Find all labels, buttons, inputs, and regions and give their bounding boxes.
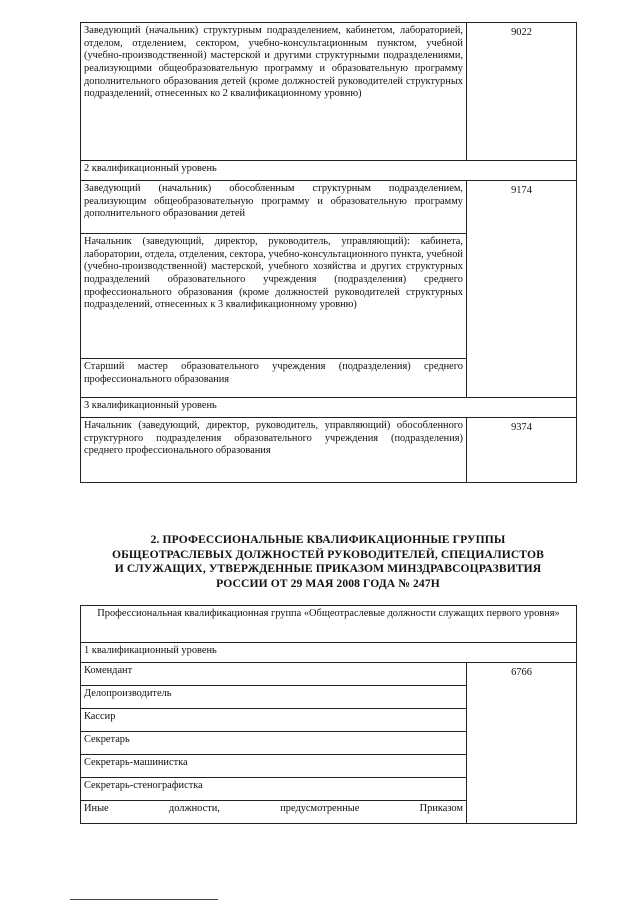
section-heading-line: 2. ПРОФЕССИОНАЛЬНЫЕ КВАЛИФИКАЦИОННЫЕ ГРУППЫ — [150, 533, 506, 546]
table-row — [81, 418, 577, 483]
position-name: Секретарь — [81, 732, 467, 755]
position-description: Начальник (заведующий, директор, руководитель, управляющий) обособленного структурного подразделения образовательного учреждения (подразделения) среднего профессионального образования — [81, 418, 467, 483]
position-name: Делопроизводитель — [81, 686, 467, 709]
qualification-level-row — [81, 161, 577, 181]
table-row — [81, 23, 577, 161]
position-description: Начальник (заведующий, директор, руководитель, управляющий): кабинета, лаборатории, отдела, отделения, сектора, учебно-консультационного пункта, учебной (учебно-производственной) мастерской, учебного хозяйства и других структурных подразделений образовательного учреждения (подразделения) среднего профессионального образования (кроме должностей руководителей структурных подразделений, отнесенных к 3 квалификационному уровню) — [81, 234, 467, 359]
position-description: Старший мастер образовательного учреждения (подразделения) среднего профессионального образования — [81, 359, 467, 398]
salary-table-education-managers — [80, 22, 577, 483]
salary-value: 9174 — [467, 181, 577, 398]
position-description: Заведующий (начальник) обособленным структурным подразделением, реализующим общеобразовательную программу и образовательную программу дополнительного образования детей — [81, 181, 467, 234]
position-name: Иные должности, предусмотренные Приказом — [81, 801, 467, 824]
position-name: Секретарь-стенографистка — [81, 778, 467, 801]
qualification-level-label: 1 квалификационный уровень — [81, 643, 577, 663]
group-header: Профессиональная квалификационная группа «Общеотраслевые должности служащих первого уровня» — [81, 606, 577, 643]
qualification-level-label: 3 квалификационный уровень — [81, 398, 577, 418]
position-name: Кассир — [81, 709, 467, 732]
position-description: Заведующий (начальник) структурным подразделением, кабинетом, лабораторией, отделом, отделением, сектором, учебно-консультационным пунктом, учебной (учебно-производственной) мастерской и другими структурными подразделениями, реализующими общеобразовательную программу и образовательную программу дополнительного образования детей (кроме должностей руководителей структурных подразделений, отнесенных ко 2 квалификационному уровню) — [81, 23, 467, 161]
section-heading-line: ОБЩЕОТРАСЛЕВЫХ ДОЛЖНОСТЕЙ РУКОВОДИТЕЛЕЙ, СПЕЦИАЛИСТОВ — [112, 547, 544, 561]
section-heading — [80, 533, 576, 592]
group-header-row — [81, 606, 577, 643]
qualification-level-row — [81, 643, 577, 663]
section-heading-line: РОССИИ ОТ 29 МАЯ 2008 ГОДА № 247Н — [216, 577, 440, 591]
salary-table-general-positions — [80, 605, 577, 824]
position-name: Секретарь-машинистка — [81, 755, 467, 778]
qualification-level-label: 2 квалификационный уровень — [81, 161, 577, 181]
position-name: Комендант — [81, 663, 467, 686]
qualification-level-row — [81, 398, 577, 418]
salary-value: 6766 — [467, 663, 577, 824]
table-row — [81, 181, 577, 234]
salary-value: 9374 — [467, 418, 577, 483]
footnote-divider — [70, 899, 218, 900]
table-row — [81, 663, 577, 686]
section-heading-line: И СЛУЖАЩИХ, УТВЕРЖДЕННЫЕ ПРИКАЗОМ МИНЗДРАВСОЦРАЗВИТИЯ — [114, 562, 542, 576]
salary-value: 9022 — [467, 23, 577, 161]
